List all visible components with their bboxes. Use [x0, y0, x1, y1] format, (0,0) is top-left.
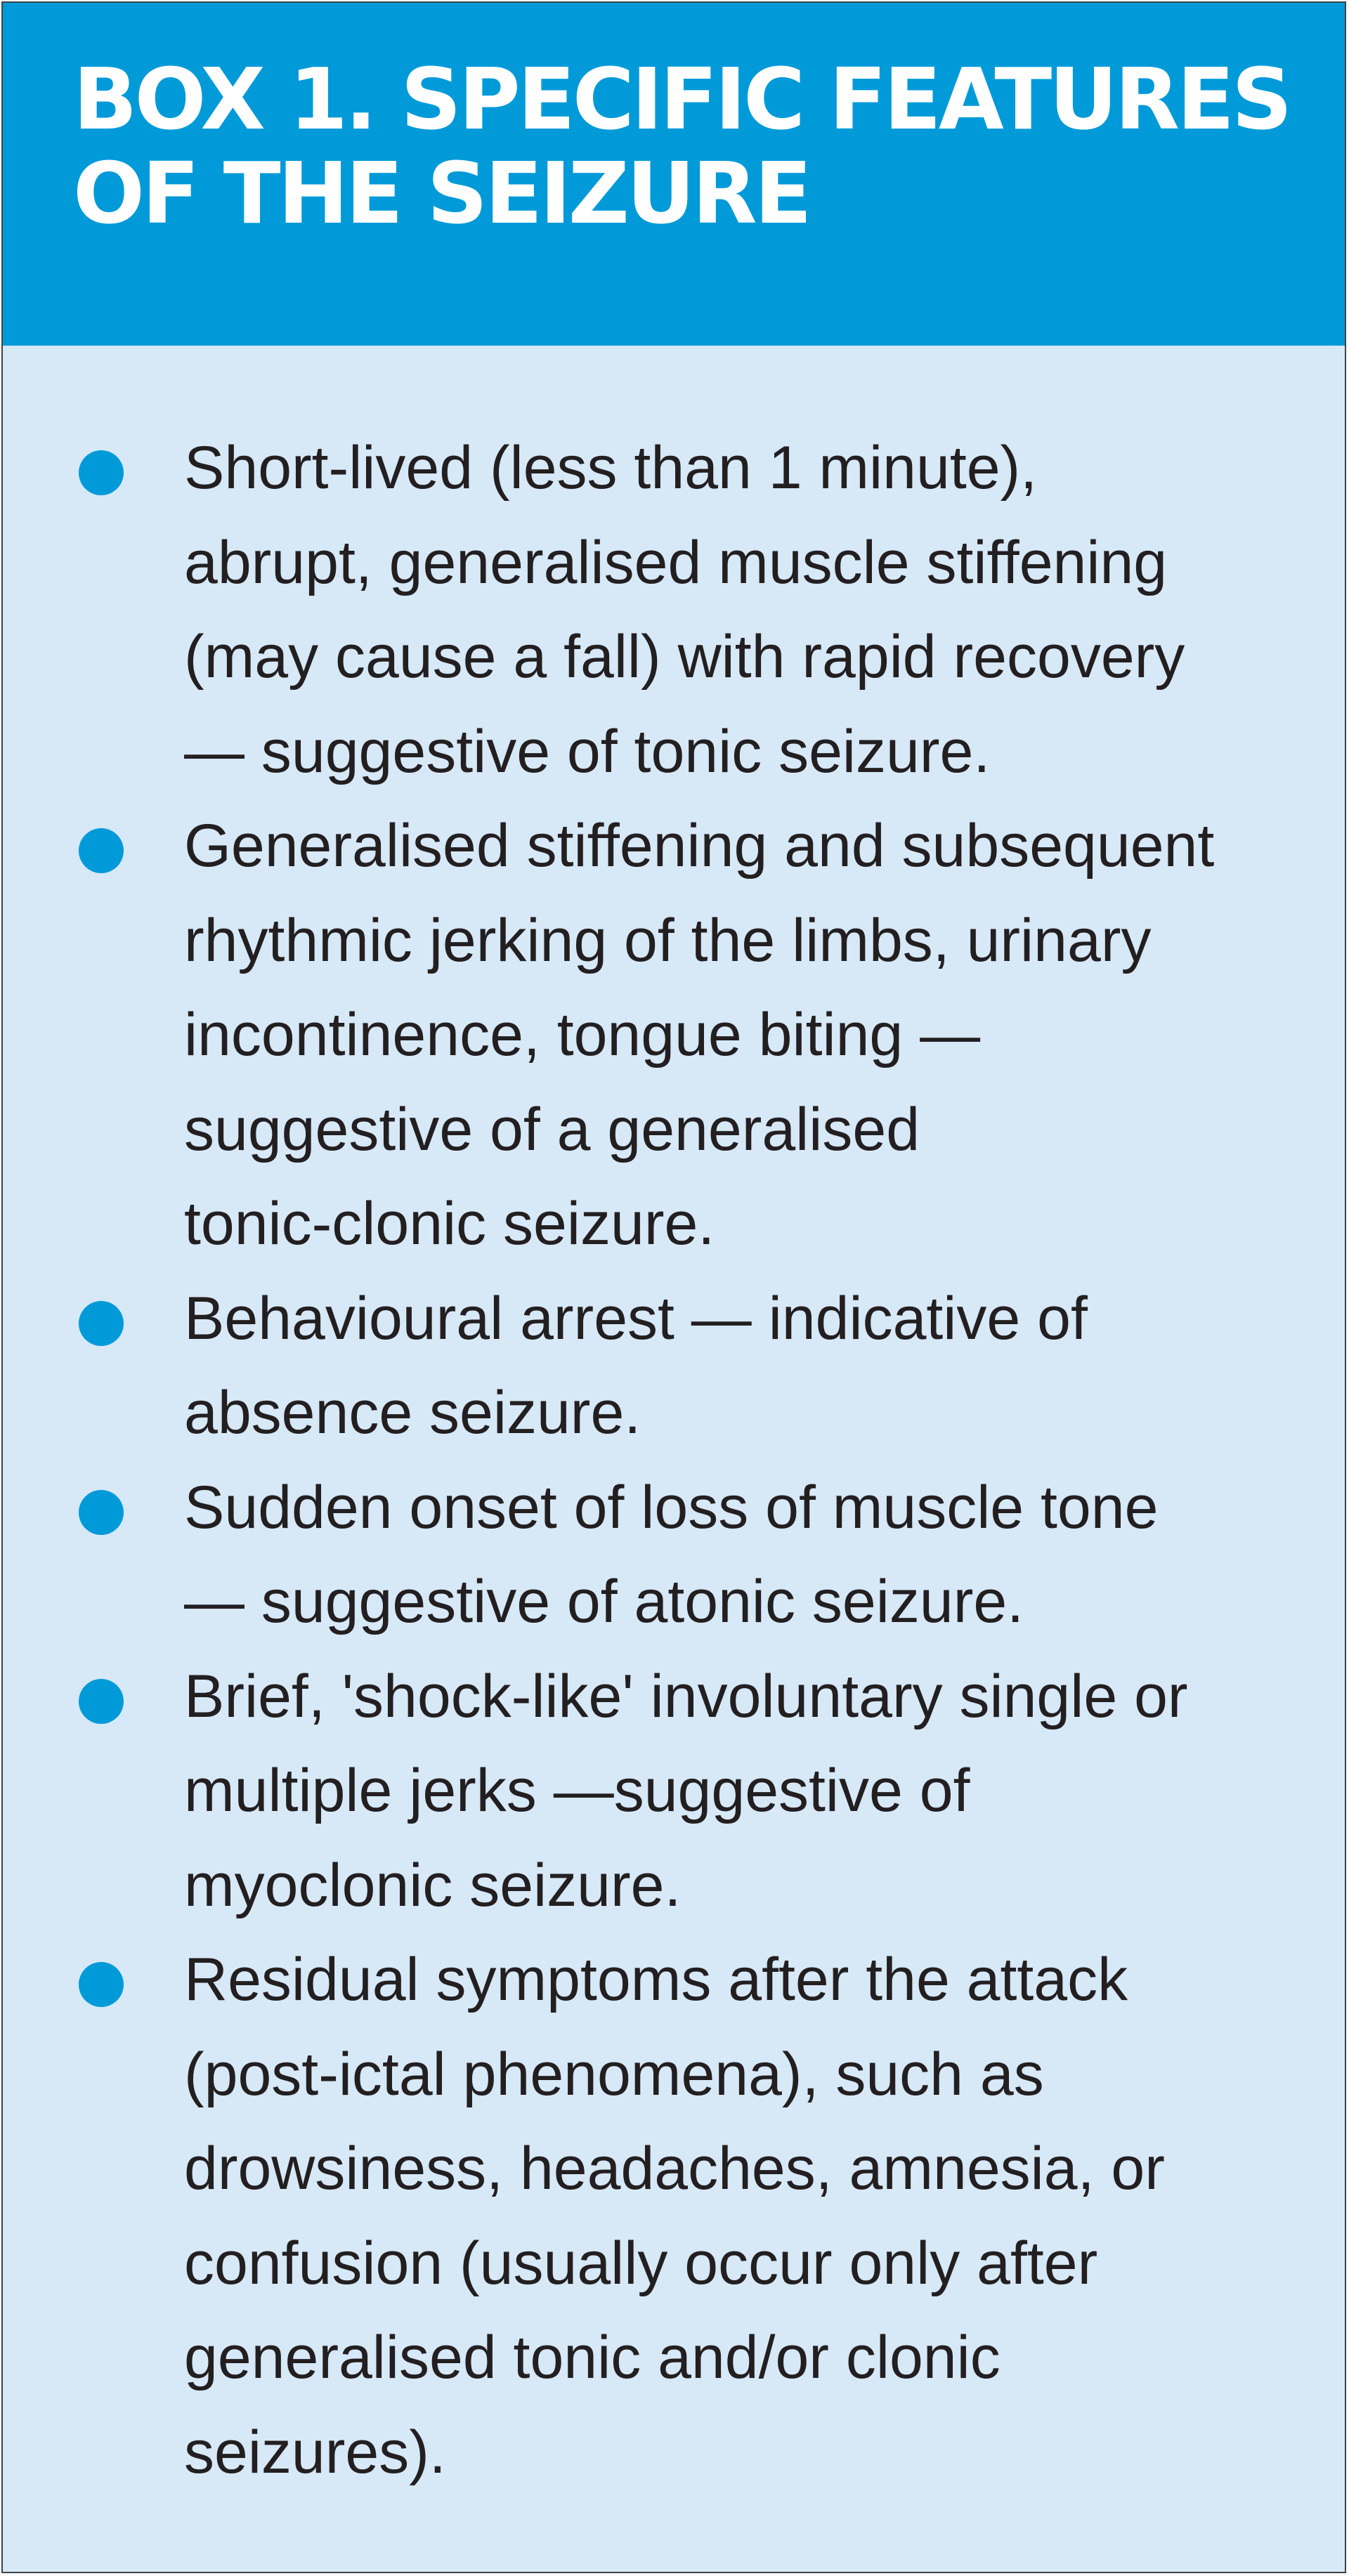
list-item-line: absence seizure.	[184, 1379, 641, 1446]
list-item-line: rhythmic jerking of the limbs, urinary	[184, 906, 1152, 974]
list-item-line: tonic-clonic seizure.	[184, 1190, 715, 1257]
seizure-features-box	[1, 1, 1346, 2573]
list-item-line: seizures).	[184, 2418, 446, 2486]
list-item	[3, 799, 1345, 1271]
list-item-line: Behavioural arrest — indicative of	[184, 1284, 1088, 1352]
list-item	[3, 1649, 1345, 1933]
circle-bullet-icon	[79, 1962, 124, 2007]
list-item-line: generalised tonic and/or clonic	[184, 2324, 1001, 2391]
list-item-line: Generalised stiffening and subsequent	[184, 812, 1215, 880]
circle-bullet-icon	[79, 828, 124, 873]
list-item-line: myoclonic seizure.	[184, 1851, 682, 1919]
list-item-line: — suggestive of tonic seizure.	[184, 717, 991, 785]
list-item-line: Residual symptoms after the attack	[184, 1946, 1128, 2013]
circle-bullet-icon	[79, 1490, 124, 1535]
circle-bullet-icon	[79, 1679, 124, 1724]
list-item	[3, 1460, 1345, 1649]
list-item-line: multiple jerks —suggestive of	[184, 1757, 970, 1824]
box-title	[73, 51, 1290, 243]
list-item-line: incontinence, tongue biting —	[184, 1001, 981, 1068]
list-item-line: (post-ictal phenomena), such as	[184, 2040, 1044, 2108]
list-item-line: Sudden onset of loss of muscle tone	[184, 1473, 1159, 1541]
circle-bullet-icon	[79, 1301, 124, 1346]
box-title-line: OF THE SEIZURE	[73, 145, 809, 243]
box-title-line: BOX 1. SPECIFIC FEATURES	[73, 51, 1290, 149]
list-item-line: Brief, 'shock-like' involuntary single or	[184, 1662, 1188, 1730]
list-item	[3, 421, 1345, 799]
list-item-line: drowsiness, headaches, amnesia, or	[184, 2135, 1165, 2202]
list-item-line: Short-lived (less than 1 minute),	[184, 434, 1038, 502]
list-item-line: (may cause a fall) with rapid recovery	[184, 623, 1185, 691]
list-item-line: — suggestive of atonic seizure.	[184, 1568, 1024, 1635]
list-item	[3, 1271, 1345, 1460]
feature-list	[3, 421, 1345, 2499]
list-item-line: confusion (usually occur only after	[184, 2229, 1098, 2297]
list-item-line: abrupt, generalised muscle stiffening	[184, 528, 1168, 596]
box-header	[3, 3, 1345, 346]
circle-bullet-icon	[79, 450, 124, 495]
list-item	[3, 1933, 1345, 2499]
list-item-line: suggestive of a generalised	[184, 1095, 920, 1163]
